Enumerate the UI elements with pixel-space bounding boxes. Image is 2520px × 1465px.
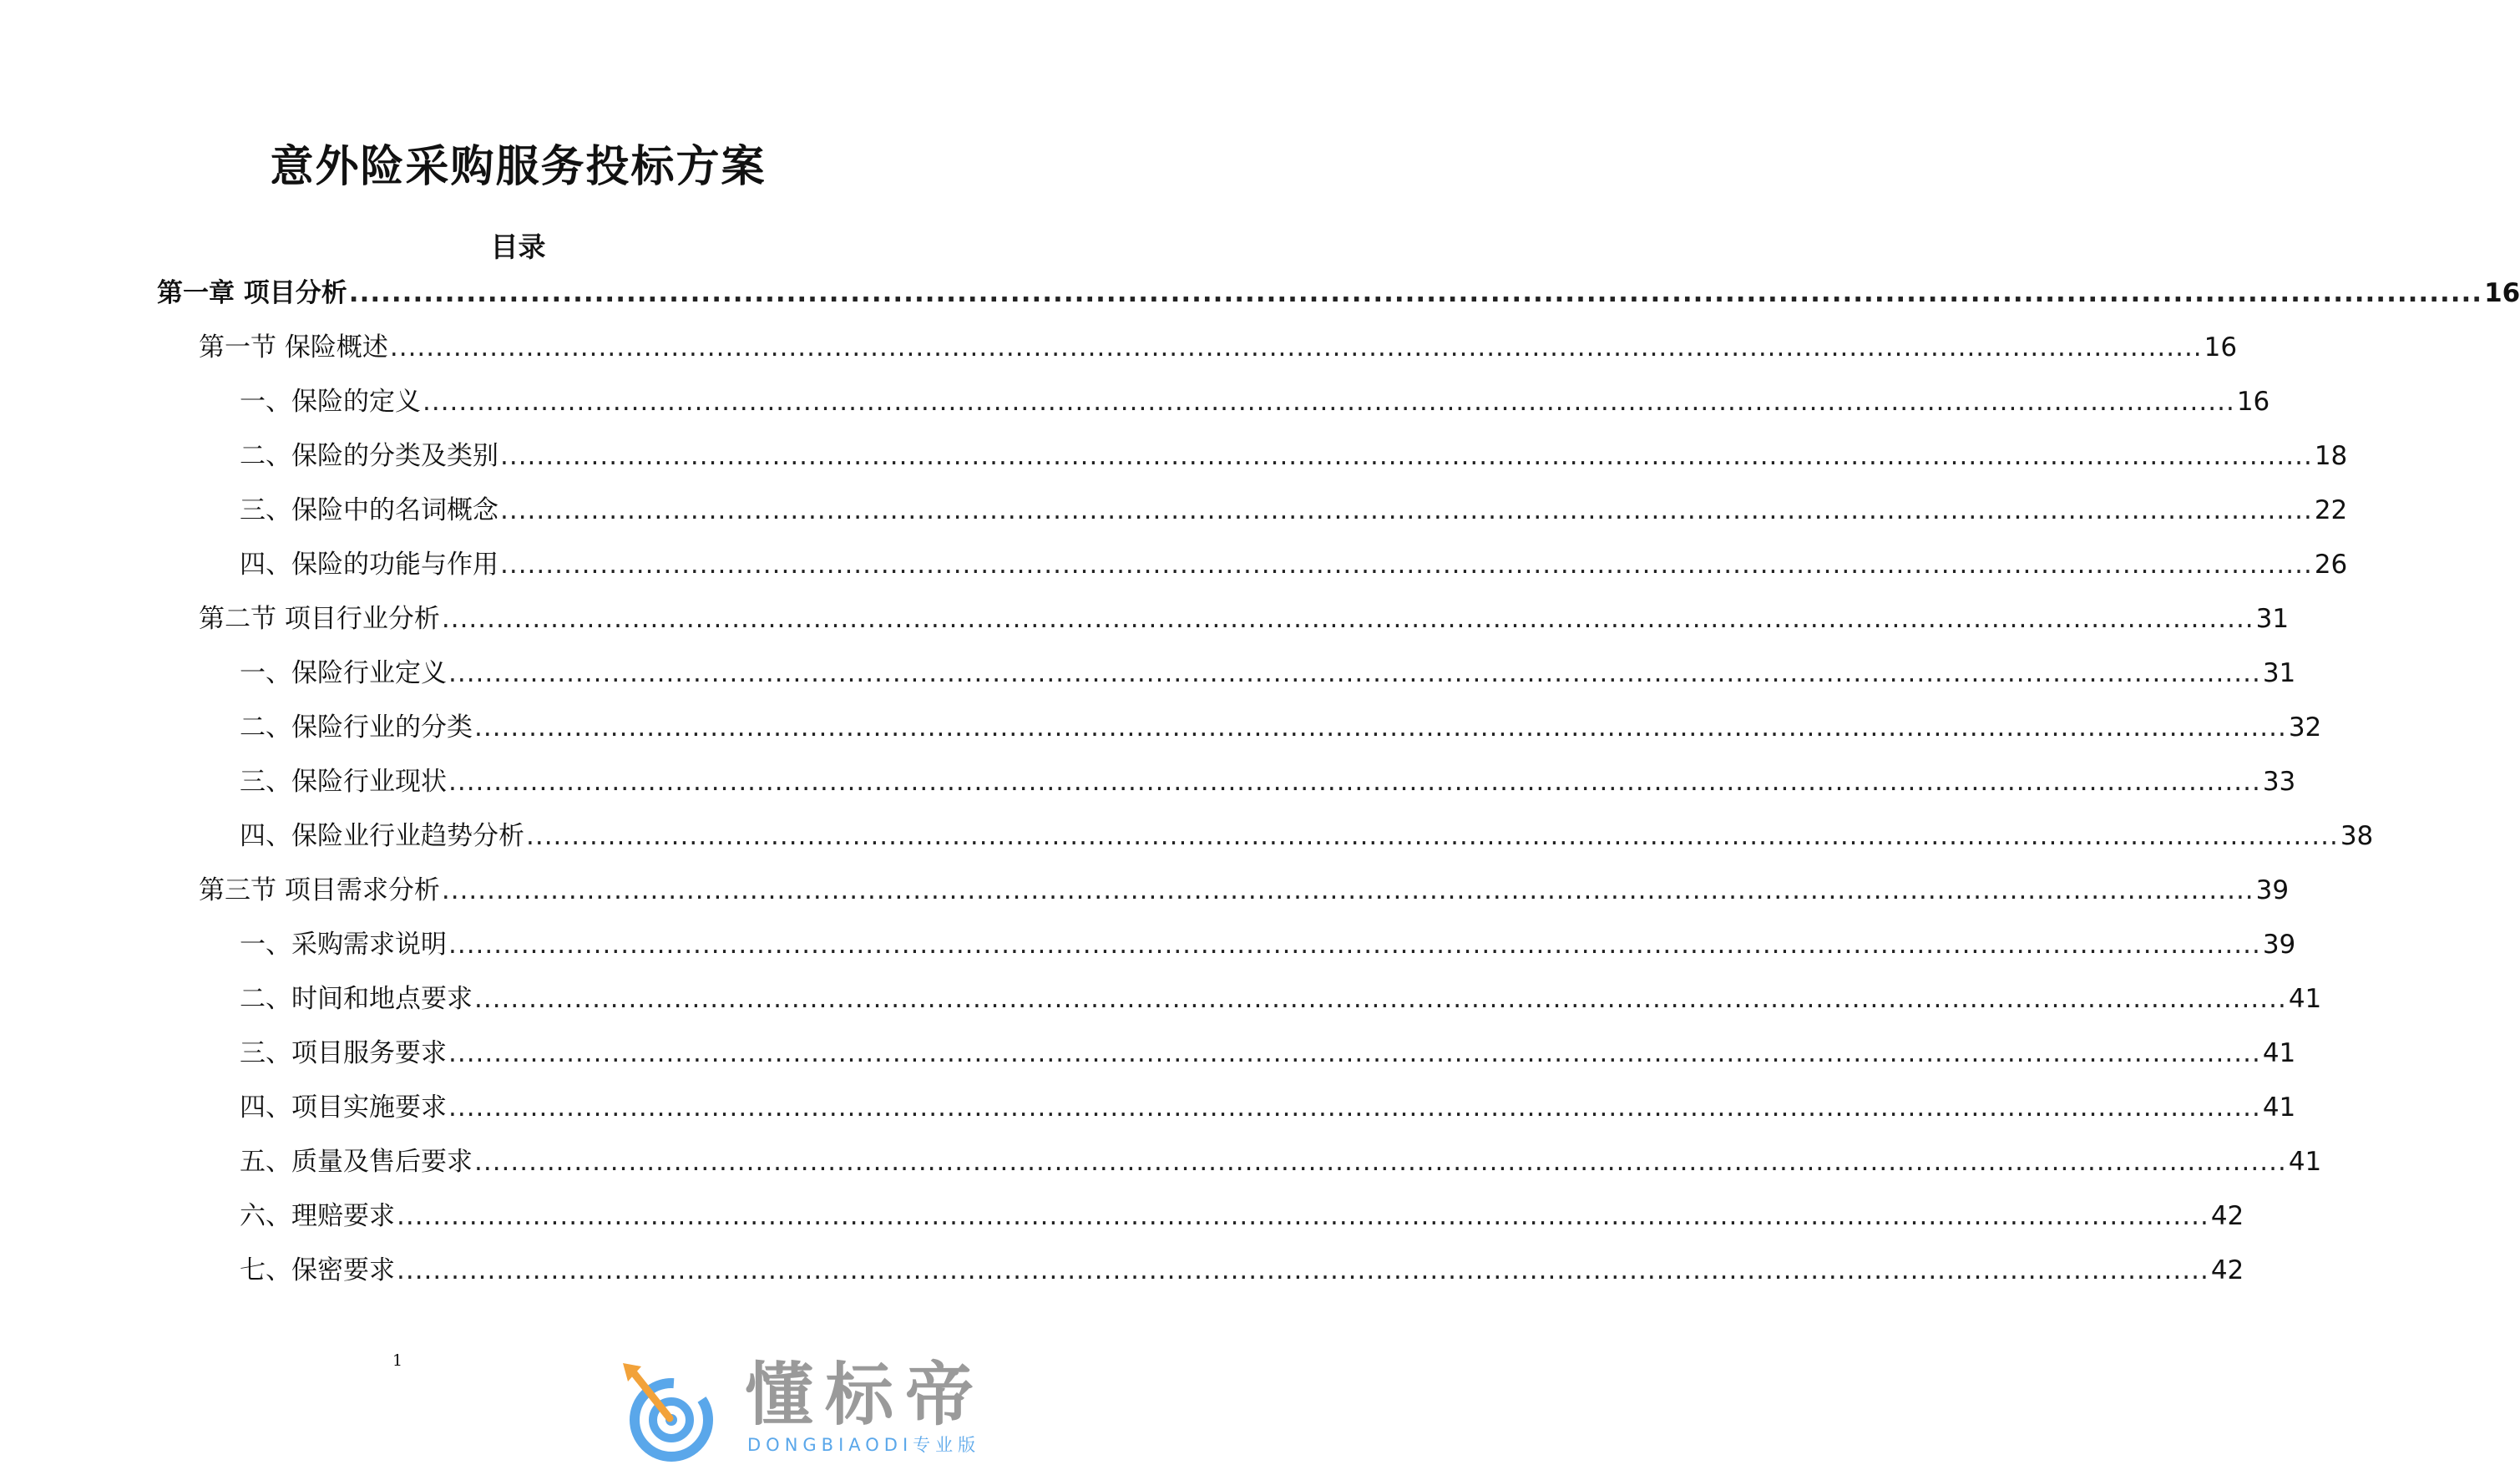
toc-entry[interactable] [157,271,2520,326]
toc-entry-page: 26 [2314,550,2348,580]
toc-entry-page: 39 [2262,930,2296,960]
toc-heading: 目录 [490,231,546,263]
toc-dot-leader: ........................................................................................................................................................................................................ [448,1092,2261,1123]
toc-dot-leader: ........................................................................................................................................................................................................ [474,712,2287,743]
target-arrow-icon [620,1360,725,1462]
toc-entry[interactable] [157,597,2290,651]
toc-dot-leader: ........................................................................................................................................................................................................ [474,984,2287,1014]
toc-entry-page: 38 [2340,821,2374,851]
toc-entry[interactable] [157,1032,2296,1086]
toc-dot-leader: ........................................................................................................................................................................................................ [397,1255,2209,1285]
toc-entry-label: 二、时间和地点要求 [240,984,473,1014]
toc-entry-label: 第一章 项目分析 [157,278,347,308]
toc-entry-label: 三、项目服务要求 [240,1038,447,1068]
toc-entry-page: 22 [2314,495,2348,525]
toc-entry-page: 42 [2210,1201,2244,1231]
toc-entry-label: 一、采购需求说明 [240,930,447,960]
toc-dot-leader: ........................................................................................................................................................................................................ [448,767,2261,797]
toc-entry-page: 39 [2255,875,2290,905]
toc-entry-page: 41 [2288,1147,2322,1177]
toc-entry-label: 二、保险的分类及类别 [240,441,498,471]
toc-entry[interactable] [157,814,2374,869]
toc-entry[interactable] [157,1194,2244,1249]
watermark-subtitle: DONGBIAODI专业版 [747,1435,981,1455]
toc-entry-label: 五、质量及售后要求 [240,1147,473,1177]
toc-entry-page: 18 [2314,441,2348,471]
toc-entry-label: 一、保险行业定义 [240,658,447,688]
toc-entry-page: 42 [2210,1255,2244,1285]
toc-entry[interactable] [157,543,2348,597]
watermark [620,1356,1020,1462]
toc-entry-page: 41 [2288,984,2322,1014]
toc-entry[interactable] [157,489,2348,543]
toc-entry[interactable] [157,977,2322,1032]
toc-entry-label: 三、保险中的名词概念 [240,495,498,525]
toc-entry-page: 32 [2288,712,2322,743]
toc-entry[interactable] [157,326,2238,380]
page-number: 1 [392,1351,403,1370]
toc-entry[interactable] [157,869,2290,923]
toc-dot-leader: ........................................................................................................................................................................................................ [389,332,2203,362]
toc-dot-leader: ........................................................................................................................................................................................................ [526,821,2339,851]
toc-dot-leader: ........................................................................................................................................................................................................ [448,930,2261,960]
toc-entry-label: 六、理赔要求 [240,1201,395,1231]
toc-entry-page: 31 [2262,658,2296,688]
toc-dot-leader: ........................................................................................................................................................................................................ [500,495,2313,525]
toc-entry-label: 四、保险业行业趋势分析 [240,821,524,851]
toc-entry-label: 第二节 项目行业分析 [199,604,440,634]
toc-entry[interactable] [157,434,2348,489]
toc-entry-label: 二、保险行业的分类 [240,712,473,743]
watermark-brand: 懂标帝 [745,1356,986,1435]
toc-dot-leader: ........................................................................................................................................................................................................ [441,875,2254,905]
toc-entry[interactable] [157,760,2296,814]
toc-dot-leader: ........................................................................................................................................................................................................ [474,1147,2287,1177]
toc-entry[interactable] [157,1249,2244,1303]
toc-entry-page: 41 [2262,1038,2296,1068]
toc-entry-page: 16 [2236,387,2270,417]
toc-entry-page: 41 [2262,1092,2296,1123]
toc-entry-label: 第三节 项目需求分析 [199,875,440,905]
toc-dot-leader: ........................................................................................................................................................................................................ [448,1038,2261,1068]
toc-entry[interactable] [157,706,2322,760]
toc-entry-label: 第一节 保险概述 [199,332,388,362]
toc-dot-leader: ........................................................................................................................................................................................................ [500,441,2313,471]
toc-entry-label: 一、保险的定义 [240,387,421,417]
toc-entry-page: 31 [2255,604,2290,634]
toc-entry[interactable] [157,923,2296,977]
document-title: 意外险采购服务投标方案 [270,142,767,192]
toc-entry-page: 16 [2484,278,2520,308]
toc-dot-leader: ........................................................................................................................................................................................................ [441,604,2254,634]
toc-entry-label: 七、保密要求 [240,1255,395,1285]
toc-dot-leader: ........................................................................................................................................................................................................ [397,1201,2209,1231]
toc-entry-label: 四、项目实施要求 [240,1092,447,1123]
toc-dot-leader: ........................................................................................................................................................................................................ [500,550,2313,580]
table-of-contents [157,271,2520,1303]
toc-entry-label: 三、保险行业现状 [240,767,447,797]
toc-entry[interactable] [157,1140,2322,1194]
toc-entry[interactable] [157,1086,2296,1140]
toc-entry-page: 33 [2262,767,2296,797]
toc-dot-leader: ........................................................................................................................................................................................................ [423,387,2235,417]
toc-entry-page: 16 [2204,332,2238,362]
toc-entry[interactable] [157,651,2296,706]
toc-dot-leader: ........................................................................................................................................................................................................ [448,658,2261,688]
toc-dot-leader: ........................................................................................................................................................................................................ [348,278,2483,308]
toc-entry[interactable] [157,380,2270,434]
toc-entry-label: 四、保险的功能与作用 [240,550,498,580]
